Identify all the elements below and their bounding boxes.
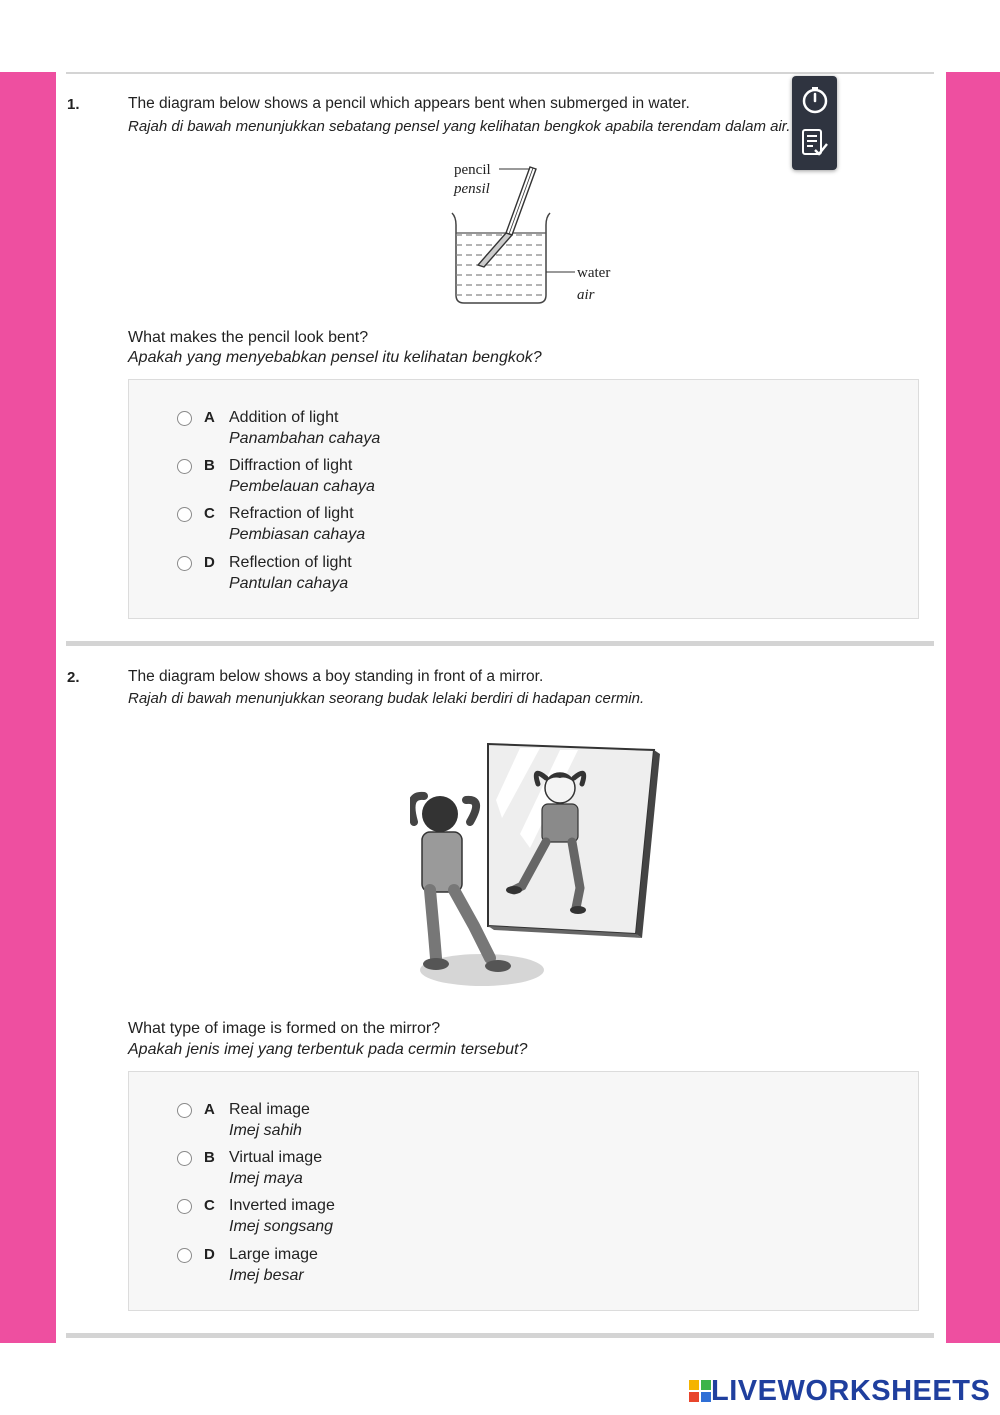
radio-button[interactable] [177, 507, 192, 522]
option-text: Inverted image [229, 1197, 335, 1214]
option-letter: A [204, 1101, 215, 1118]
water-label: water [577, 265, 611, 281]
option-letter: C [204, 505, 215, 522]
bottom-divider [66, 1333, 934, 1338]
option-letter: C [204, 1197, 215, 1214]
option-letter: A [204, 409, 215, 426]
pencil-in-water-diagram [440, 155, 640, 310]
radio-button[interactable] [177, 1248, 192, 1263]
option-translation: Panambahan cahaya [229, 430, 381, 447]
boy-mirror-illustration [410, 738, 660, 993]
option-text: Reflection of light [229, 554, 352, 571]
answer-options [128, 379, 919, 619]
option-text: Addition of light [229, 409, 339, 426]
option-text: Diffraction of light [229, 457, 353, 474]
option-translation: Imej songsang [229, 1218, 334, 1235]
option-translation: Pantulan cahaya [229, 575, 349, 592]
left-pink-band [0, 72, 56, 1343]
option-text: Refraction of light [229, 505, 354, 522]
question-prompt: The diagram below shows a pencil which appears bent when submerged in water. [128, 95, 690, 112]
question-number: 1. [67, 96, 80, 113]
question-prompt-translation: Rajah di bawah menunjukkan seorang budak lelaki berdiri di hadapan cermin. [128, 690, 645, 707]
radio-button[interactable] [177, 411, 192, 426]
timer-icon[interactable] [800, 85, 830, 115]
option-translation: Imej besar [229, 1267, 304, 1284]
water-label-translation: air [577, 287, 595, 303]
radio-button[interactable] [177, 556, 192, 571]
logo-text: LIVEWORKSHEETS [711, 1375, 991, 1407]
radio-button[interactable] [177, 1151, 192, 1166]
option-letter: D [204, 554, 215, 571]
liveworksheets-logo [689, 1375, 990, 1408]
question-text-translation: Apakah jenis imej yang terbentuk pada cermin tersebut? [128, 1041, 528, 1058]
question-divider [66, 641, 934, 646]
pencil-label-translation: pensil [454, 181, 490, 197]
question-number: 2. [67, 669, 80, 686]
option-translation: Imej sahih [229, 1122, 302, 1139]
option-translation: Pembiasan cahaya [229, 526, 366, 543]
question-text-translation: Apakah yang menyebabkan pensel itu kelihatan bengkok? [128, 349, 542, 366]
radio-button[interactable] [177, 459, 192, 474]
top-divider [66, 72, 934, 74]
option-letter: D [204, 1246, 215, 1263]
radio-button[interactable] [177, 1103, 192, 1118]
question-text: What type of image is formed on the mirror? [128, 1020, 441, 1037]
right-pink-band [946, 72, 1000, 1343]
pencil-label: pencil [454, 162, 491, 178]
logo-mark-icon [689, 1380, 711, 1402]
question-prompt-translation: Rajah di bawah menunjukkan sebatang pensel yang kelihatan bengkok apabila terendam dalam air. [128, 118, 791, 135]
checklist-icon[interactable] [801, 128, 829, 158]
floating-toolbar [792, 76, 837, 170]
option-letter: B [204, 457, 215, 474]
answer-options [128, 1071, 919, 1311]
option-text: Virtual image [229, 1149, 323, 1166]
option-letter: B [204, 1149, 215, 1166]
option-text: Large image [229, 1246, 318, 1263]
option-translation: Imej maya [229, 1170, 303, 1187]
radio-button[interactable] [177, 1199, 192, 1214]
option-text: Real image [229, 1101, 310, 1118]
question-text: What makes the pencil look bent? [128, 329, 369, 346]
question-prompt: The diagram below shows a boy standing in front of a mirror. [128, 668, 544, 685]
option-translation: Pembelauan cahaya [229, 478, 375, 495]
